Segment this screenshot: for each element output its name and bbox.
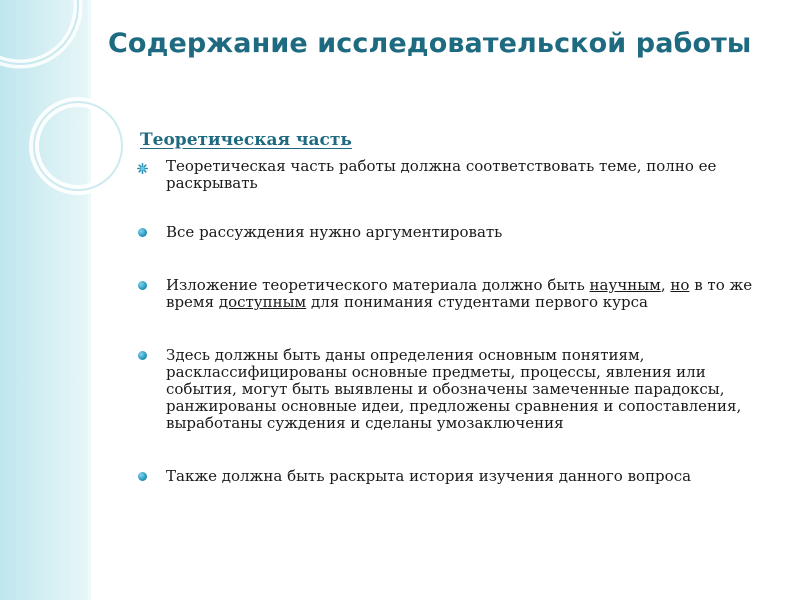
circle-bullet-icon	[138, 351, 147, 360]
bullet-text-segment: Все рассуждения нужно аргументировать	[166, 223, 503, 241]
bullet-item	[136, 347, 776, 432]
bullet-item	[136, 277, 776, 311]
bullet-item	[136, 224, 776, 241]
slide-title: Содержание исследовательской работы	[108, 28, 752, 59]
bullet-text-segment: ,	[660, 276, 671, 294]
bullet-text	[166, 276, 752, 311]
bullet-text-segment: для понимания студентами первого курса	[306, 293, 648, 311]
bullet-item	[136, 468, 776, 485]
circle-bullet-icon	[138, 472, 147, 481]
bullet-text-segment: Изложение теоретического материала должно быть	[166, 276, 590, 294]
bullet-text-segment: Также должна быть раскрыта история изучения данного вопроса	[166, 467, 692, 485]
underlined-term: доступным	[218, 293, 307, 311]
bullet-text	[166, 223, 502, 241]
bullet-item	[136, 158, 776, 192]
circle-bullet-icon	[138, 281, 147, 290]
bullet-text-segment: Здесь должны быть даны определения основным понятиям, расклассифицированы основные предметы, процессы, явления или события, могут быть выявлены и обозначены замеченные парадоксы, ранжированы основные идеи, предложены сравнения и сопоставления, выработаны суждения и сделаны умозаключения	[166, 346, 742, 432]
circle-bullet-icon	[138, 228, 147, 237]
starburst-bullet-icon	[137, 161, 148, 172]
bullet-text	[166, 346, 741, 432]
section-subtitle: Теоретическая часть	[140, 130, 352, 150]
bullet-text	[166, 157, 716, 192]
bullet-text	[166, 467, 691, 485]
bullet-list	[136, 158, 776, 485]
underlined-term: научным	[589, 276, 661, 294]
underlined-term: но	[670, 276, 690, 294]
bullet-text-segment: Теоретическая часть работы должна соответствовать теме, полно ее раскрывать	[166, 157, 717, 192]
bullet-text-segment: в то же время	[166, 276, 753, 311]
